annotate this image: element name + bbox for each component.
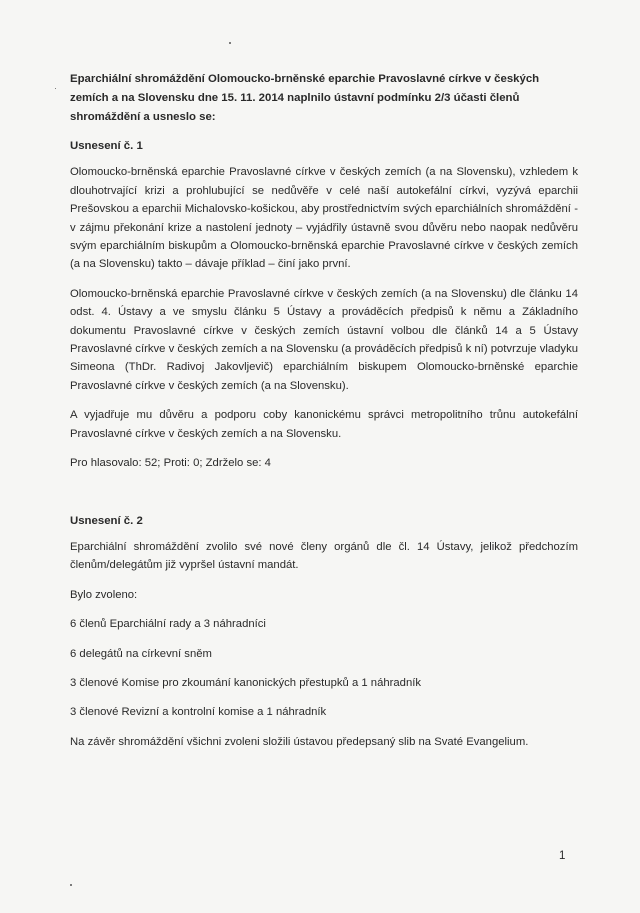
resolution-2-paragraph: Bylo zvoleno: [70,588,138,601]
resolution-1-paragraph: A vyjadřuje mu důvěru a podporu coby kanonickému správci metropolitního trůnu autokefální Pravoslavné církve v českých zemích a na Slovensku. [70,409,578,440]
resolution-2-closing: Na závěr shromáždění všichni zvoleni složili ústavou předepsaný slib na Svaté Evangelium. [70,735,529,748]
document-heading: Eparchiální shromáždění Olomoucko-brněnské eparchie Pravoslavné církve v českých zemích a na Slovensku dne 15. 11. 2014 naplnilo ústavní podmínku 2/3 účasti členů shromáždění a usneslo se: [70,73,540,123]
resolution-2-paragraph: Eparchiální shromáždění zvolilo své nové členy orgánů dle čl. 14 Ústavy, jelikož předchozím členům/delegátům již vypršel ústavní mandát. [70,540,578,572]
scan-speck [70,884,72,886]
elected-item: 6 členů Eparchiální rady a 3 náhradníci [70,618,266,631]
page-number: 1 [559,850,566,862]
resolution-1-title: Usnesení č. 1 [70,140,143,152]
resolution-2-title: Usnesení č. 2 [70,514,143,527]
elected-item: 3 členové Revizní a kontrolní komise a 1 náhradník [70,706,327,719]
scan-speck [55,88,56,89]
resolution-1-paragraph: Olomoucko-brněnská eparchie Pravoslavné církve v českých zemích (a na Slovensku), vzhledem k dlouhotrvající krizi a prohlubující se nedůvěře v celé naší autokefální církvi, vyzývá eparchii Prešovskou a eparchii Michalovsko-košickou, aby prostřednictvím svých eparchiálních shromáždění - v zájmu překonání krize a nastolení jednoty – vyjádřily ústavně svou důvěru nebo naopak nedůvěru svým eparchiálním biskupům a Olomoucko-brněnská eparchie Pravoslavné církve v českých zemích (a na Slovensku) takto – dávaje příklad – činí jako první. [70,166,578,271]
elected-item: 6 delegátů na církevní sněm [70,647,212,660]
elected-item: 3 členové Komise pro zkoumání kanonických přestupků a 1 náhradník [70,676,422,689]
resolution-1-paragraph: Olomoucko-brněnská eparchie Pravoslavné církve v českých zemích (a na Slovensku) dle článku 14 odst. 4. Ústavy a ve smyslu článku 5 Ústavy a prováděcích předpisů k němu a Základního dokumentu Pravoslavné církve v českých zemích ústavní volbou dle článků 14 a 5 Ústavy Pravoslavné církve v českých zemích a na Slovensku (a prováděcích předpisů k ní) potvrzuje vladyku Simeona (ThDr. Radivoj Jakovljevič) eparchiálním biskupem Olomoucko-brněnské eparchie Pravoslavné církve v českých zemích (a na Slovensku). [70,287,578,392]
vote-result: Pro hlasovalo: 52; Proti: 0; Zdrželo se: 4 [70,457,271,470]
document-body [70,70,578,762]
scan-speck [229,42,231,44]
